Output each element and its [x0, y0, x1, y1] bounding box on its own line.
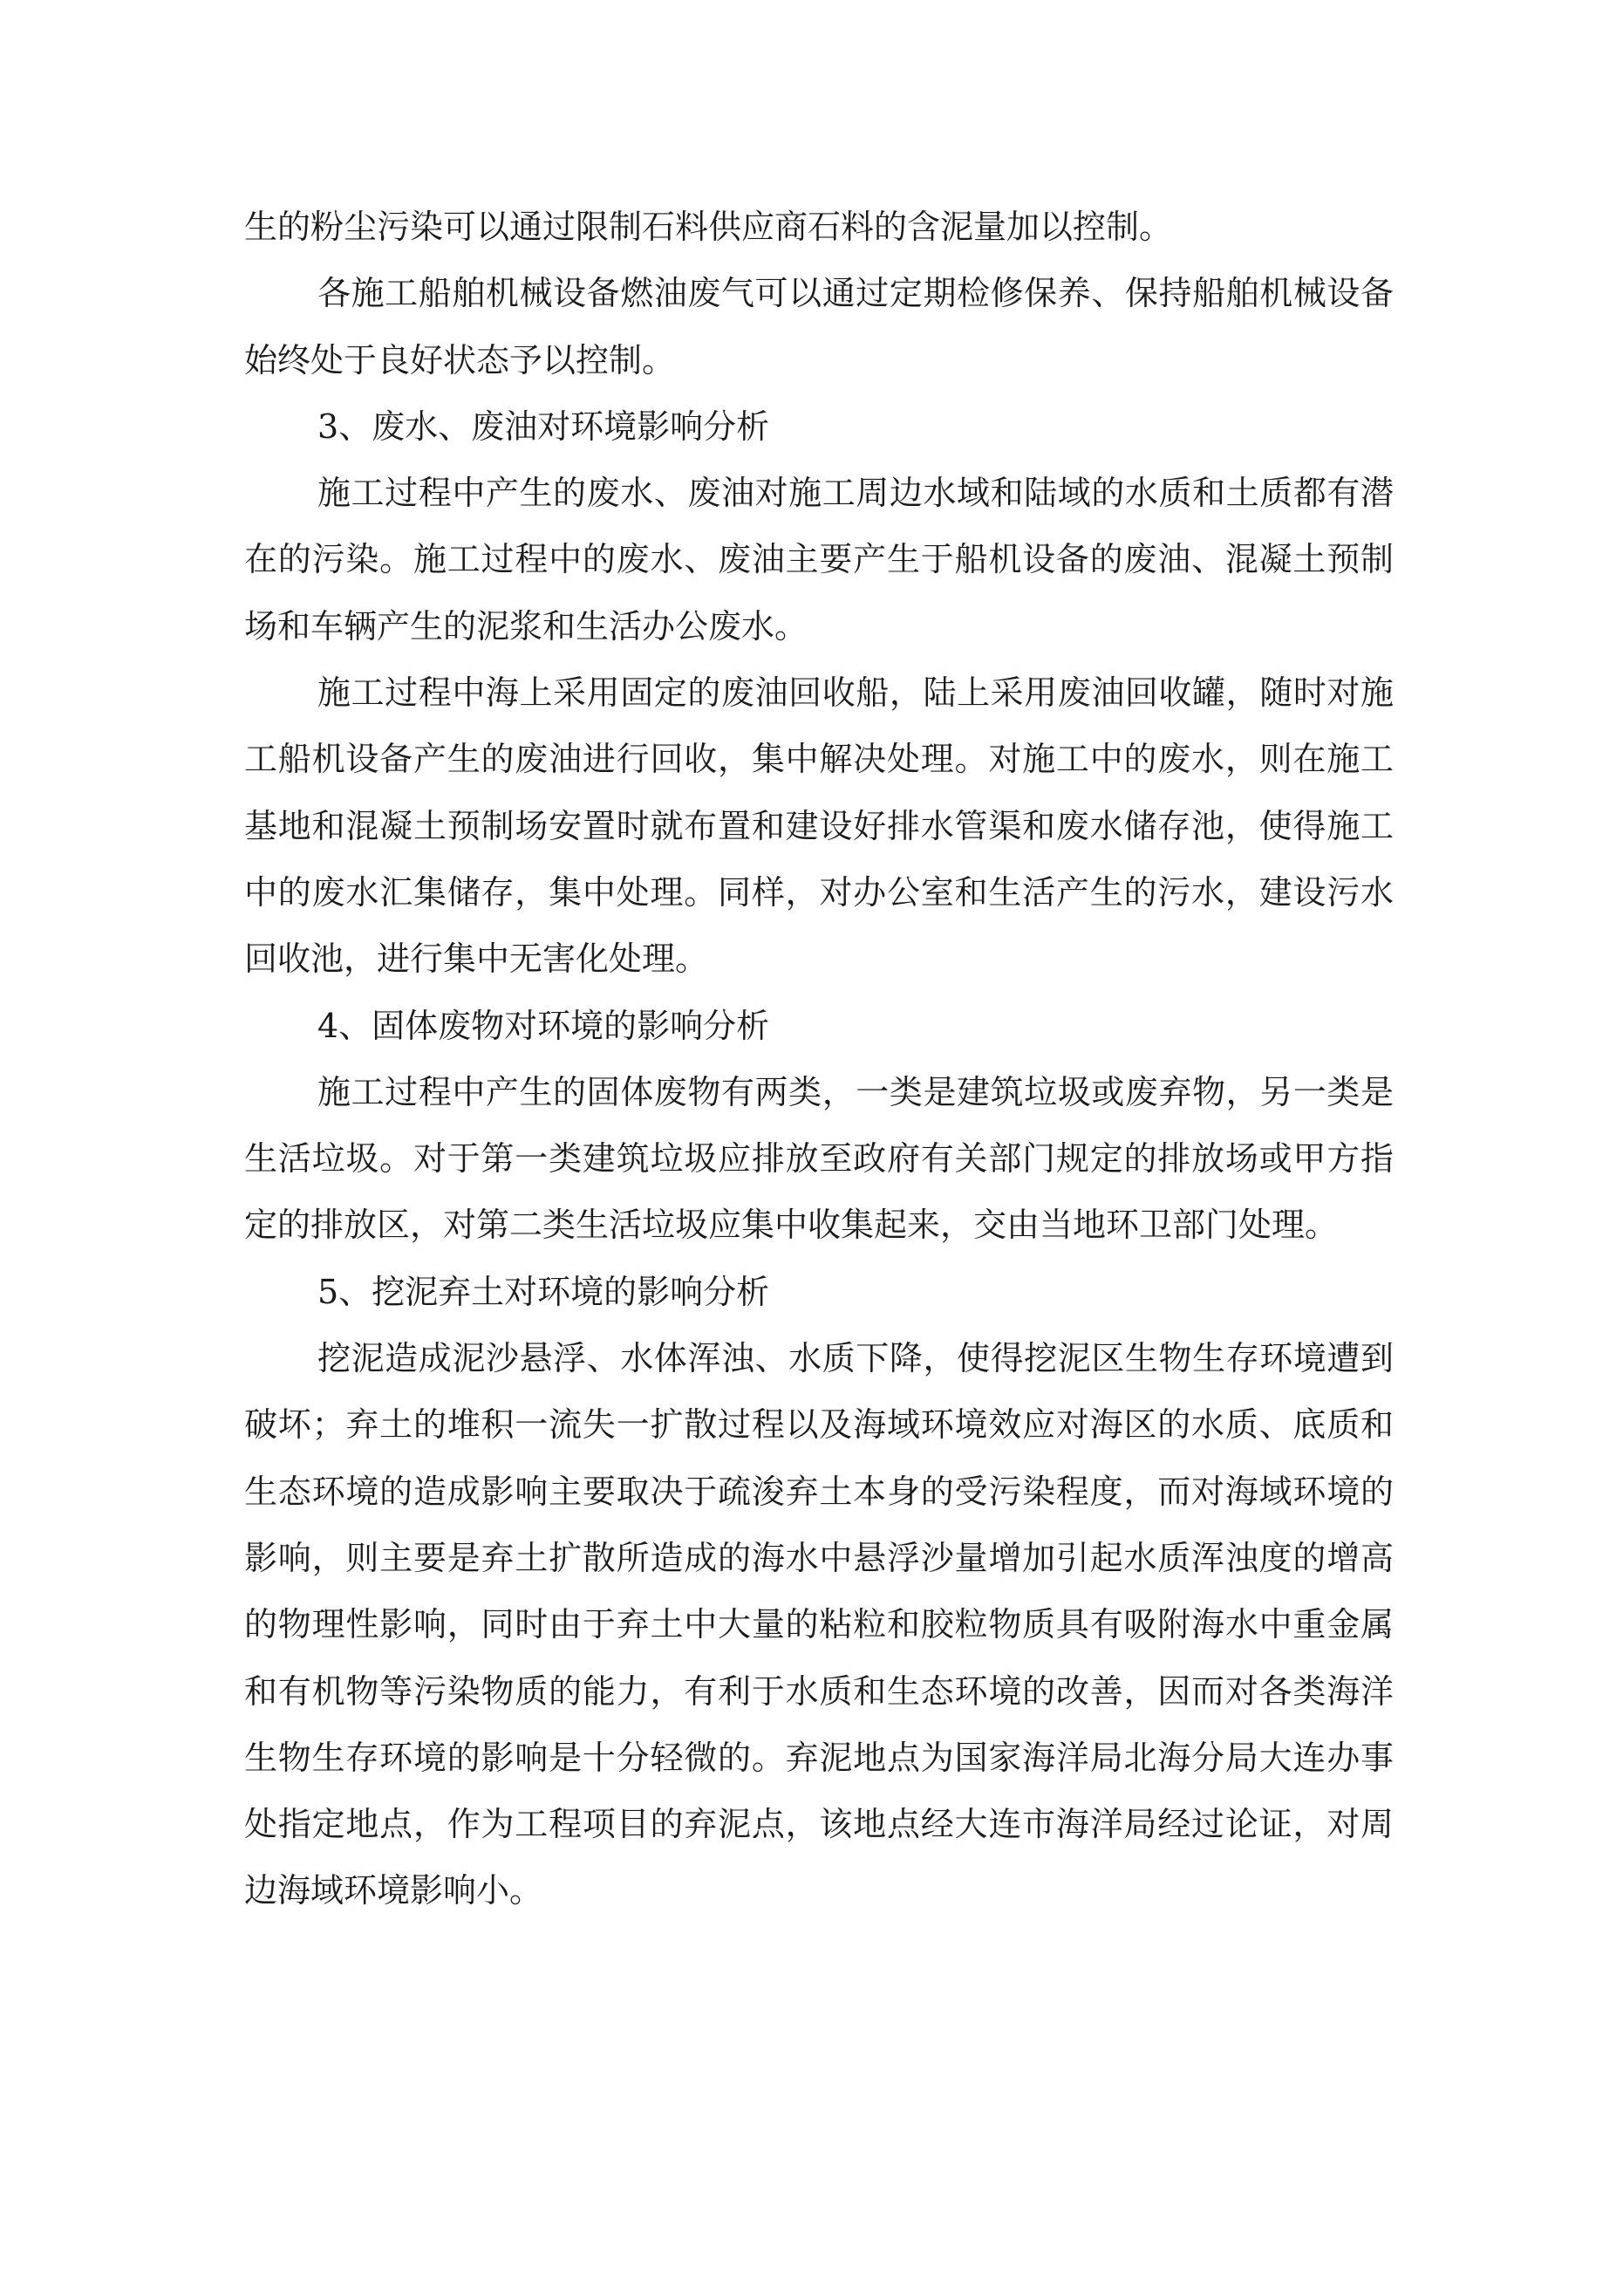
section-heading-wastewater: 3、废水、废油对环境影响分析 — [317, 407, 770, 446]
paragraph-wastewater-treatment: 施工过程中海上采用固定的废油回收船，陆上采用废油回收罐，随时对施工船机设备产生的废油进行回收，集中解决处理。对施工中的废水，则在施工基地和混凝土预制场安置时就布置和建设好排水管渠和废水储存池，使得施工中的废水汇集储存，集中处理。同样，对办公室和生活产生的污水，建设污水回收池，进行集中无害化处理。 — [244, 673, 1394, 979]
paragraph-solid-waste: 施工过程中产生的固体废物有两类，一类是建筑垃圾或废弃物，另一类是生活垃圾。对于第一类建筑垃圾应排放至政府有关部门规定的排放场或甲方指定的排放区，对第二类生活垃圾应集中收集起来，交由当地环卫部门处理。 — [244, 1072, 1394, 1245]
section-heading-solid-waste: 4、固体废物对环境的影响分析 — [317, 1006, 770, 1045]
paragraph-exhaust-control: 各施工船舶机械设备燃油废气可以通过定期检修保养、保持船舶机械设备始终处于良好状态予以控制。 — [244, 274, 1394, 379]
paragraph-dredging: 挖泥造成泥沙悬浮、水体浑浊、水质下降，使得挖泥区生物生存环境遭到破坏；弃土的堆积一流失一扩散过程以及海域环境效应对海区的水质、底质和生态环境的造成影响主要取决于疏浚弃土本身的受污染程度，而对海域环境的影响，则主要是弃土扩散所造成的海水中悬浮沙量增加引起水质浑浊度的增高的物理性影响，同时由于弃土中大量的粘粒和胶粒物质具有吸附海水中重金属和有机物等污染物质的能力，有利于水质和生态环境的改善，因而对各类海洋生物生存环境的影响是十分轻微的。弃泥地点为国家海洋局北海分局大连办事处指定地点，作为工程项目的弃泥点，该地点经大连市海洋局经过论证，对周边海域环境影响小。 — [244, 1339, 1394, 1910]
paragraph-continuation: 生的粉尘污染可以通过限制石料供应商石料的含泥量加以控制。 — [244, 208, 1173, 246]
section-heading-dredging: 5、挖泥弃土对环境的影响分析 — [317, 1272, 770, 1311]
document-body — [244, 194, 1394, 1924]
paragraph-wastewater-impact: 施工过程中产生的废水、废油对施工周边水域和陆域的水质和土质都有潜在的污染。施工过程中的废水、废油主要产生于船机设备的废油、混凝土预制场和车辆产生的泥浆和生活办公废水。 — [244, 474, 1394, 646]
